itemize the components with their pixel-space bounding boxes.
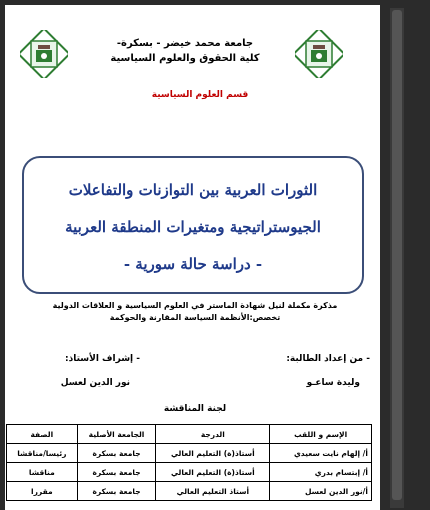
member-rank: أستاذ(ة) التعليم العالي: [156, 444, 270, 463]
header-role: الصفة: [7, 425, 78, 444]
faculty-name: كلية الحقوق والعلوم السياسية: [110, 53, 260, 64]
thesis-title-frame: [22, 156, 364, 294]
memo-description: [20, 300, 370, 324]
member-university: جامعة بسكرة: [77, 444, 156, 463]
table-row: [7, 444, 372, 463]
student-name: وليدة ساعـو: [306, 378, 360, 388]
memo-degree: مذكرة مكملة لنيل شهادة الماستر في العلوم السياسية و العلاقات الدولية: [52, 301, 338, 310]
committee-title: لجنة المناقشة: [163, 404, 227, 414]
member-name: أ/ إلهام نايت سعيدي: [270, 444, 372, 463]
header-name: الإسم و اللقب: [270, 425, 372, 444]
committee-header-row: [7, 425, 372, 444]
thesis-title-line-1: الثورات العربية بين التوازنات والتفاعلات: [68, 181, 318, 199]
header-rank: الدرجة: [156, 425, 270, 444]
supervisor-label: - إشراف الأستاذ:: [65, 354, 140, 364]
member-name: أ/ إبتسام بدري: [270, 463, 372, 482]
committee-table: [6, 424, 372, 501]
table-row: [7, 482, 372, 501]
student-label: - من إعداد الطالبة:: [286, 354, 370, 364]
university-logo-right: [295, 30, 343, 78]
thesis-title-line-3: - دراسة حالة سورية -: [123, 255, 263, 273]
thesis-title-line-2: الجيوستراتيجية ومتغيرات المنطقة العربية: [65, 218, 321, 236]
header-university: الجامعة الأصلية: [77, 425, 156, 444]
memo-specialty: تخصص:الأنظمة السياسة المقارنة والحوكمة: [109, 313, 281, 322]
member-role: رئيسا/مناقشا: [7, 444, 78, 463]
member-role: مناقشا: [7, 463, 78, 482]
supervisor-name: نور الدين لعسل: [60, 378, 130, 388]
member-rank: أستاذ(ة) التعليم العالي: [156, 463, 270, 482]
member-name: أ/نور الدين لعسل: [270, 482, 372, 501]
scrollbar-thumb[interactable]: [392, 10, 402, 500]
department-name: قسم العلوم السياسية: [151, 90, 249, 100]
member-university: جامعة بسكرة: [77, 482, 156, 501]
university-logo-left: [20, 30, 68, 78]
institution-header: [70, 36, 300, 66]
table-row: [7, 463, 372, 482]
member-role: مقررا: [7, 482, 78, 501]
university-name: جامعة محمد خيضر - بسكرة-: [116, 38, 254, 49]
member-rank: أستاذ التعليم العالي: [156, 482, 270, 501]
member-university: جامعة بسكرة: [77, 463, 156, 482]
